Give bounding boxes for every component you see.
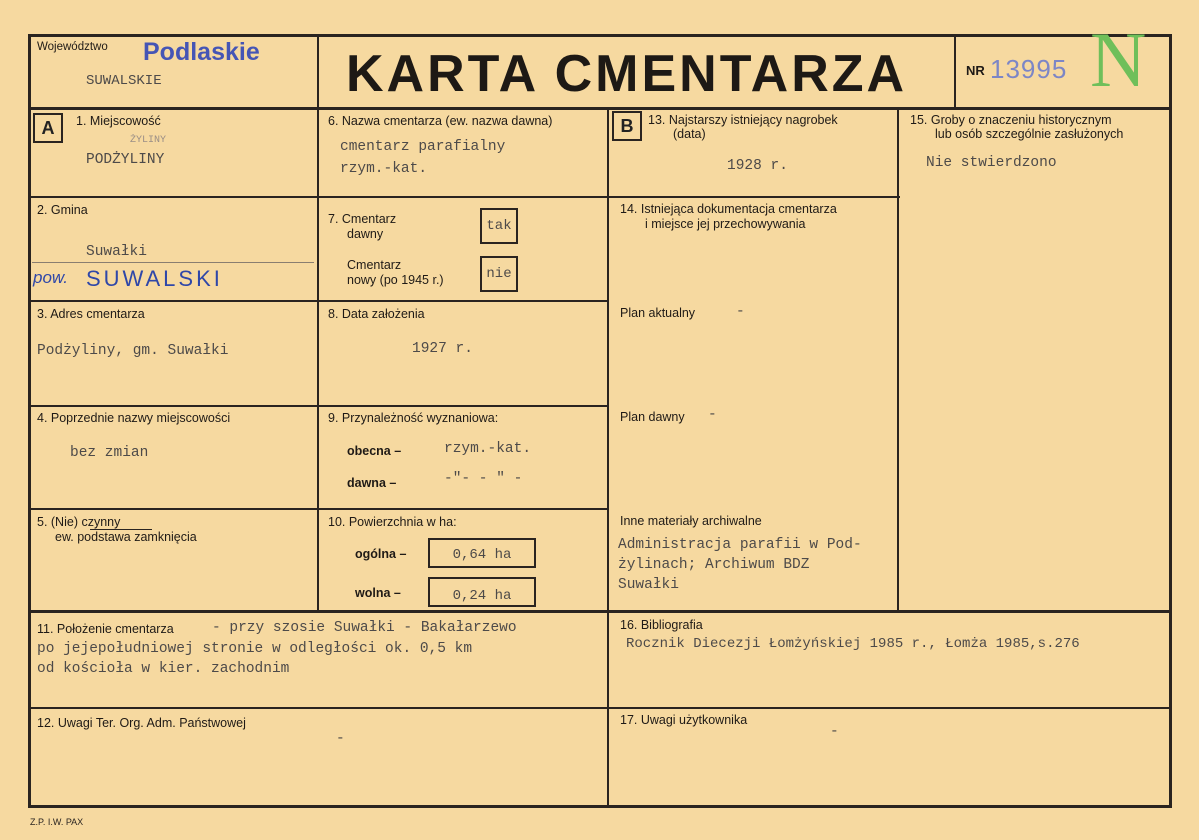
field-10-label: 10. Powierzchnia w ha: (328, 515, 457, 529)
inne-materialy-line-3: Suwałki (618, 577, 679, 593)
field-15-value: Nie stwierdzono (926, 155, 1057, 171)
field-1-note: ŻYLINY (130, 135, 167, 146)
field-13-label: 13. Najstarszy istniejący nagrobek (648, 113, 838, 127)
plan-dawny-label: Plan dawny (620, 410, 685, 424)
field-12-value: - (336, 731, 345, 747)
field-7-nowy-label: Cmentarz (347, 258, 402, 272)
field-3-label: 3. Adres cmentarza (37, 307, 145, 321)
field-1-label: 1. Miejscowość (76, 114, 161, 128)
plan-aktualny-label: Plan aktualny (620, 306, 696, 320)
nr-label: NR (966, 63, 985, 78)
field-10-wolna-value: 0,24 ha (428, 577, 536, 607)
field-16-label: 16. Bibliografia (620, 618, 703, 632)
page-title: KARTA CMENTARZA (346, 45, 908, 103)
field-17-label: 17. Uwagi użytkownika (620, 713, 748, 727)
field-12-label: 12. Uwagi Ter. Org. Adm. Państwowej (37, 716, 246, 730)
field-2-value: Suwałki (86, 244, 147, 260)
field-8-value: 1927 r. (412, 341, 473, 357)
field-2-pow-prefix: pow. (33, 268, 68, 287)
field-2-label: 2. Gmina (37, 203, 88, 217)
section-b-letter: B (612, 111, 642, 141)
border-left (28, 34, 31, 808)
field-2-pow-value: SUWALSKI (86, 266, 223, 291)
printer-imprint: Z.P. I.W. PAX (30, 817, 84, 827)
field-7-dawny-label: 7. Cmentarz (328, 212, 397, 226)
corner-mark: N (1090, 16, 1147, 103)
inne-materialy-label: Inne materiały archiwalne (620, 514, 762, 528)
border-top (28, 34, 1172, 37)
field-7-nowy-label-2: nowy (po 1945 r.) (347, 273, 444, 287)
section-a-letter: A (33, 113, 63, 143)
field-9-dawna-label: dawna – (347, 476, 397, 490)
nr-value: 13995 (990, 54, 1068, 84)
field-5-label: 5. (Nie) czynny (37, 515, 121, 529)
field-14-label-2: i miejsce jej przechowywania (645, 217, 806, 231)
plan-aktualny-value: - (736, 304, 745, 320)
field-4-value: bez zmian (70, 445, 149, 461)
field-9-obecna-value: rzym.-kat. (444, 441, 532, 457)
field-4-label: 4. Poprzednie nazwy miejscowości (37, 411, 231, 425)
field-14-label: 14. Istniejąca dokumentacja cmentarza (620, 202, 837, 216)
field-8-label: 8. Data założenia (328, 307, 425, 321)
field-13-value: 1928 r. (727, 158, 788, 174)
field-15-label: 15. Groby o znaczeniu historycznym (910, 113, 1112, 127)
field-7-dawny-value: tak (480, 208, 518, 244)
field-10-ogolna-value: 0,64 ha (428, 538, 536, 568)
field-10-ogolna-label: ogólna – (355, 547, 407, 561)
field-11-line-3: od kościoła w kier. zachodnim (37, 661, 290, 677)
field-1-value: PODŻYLINY (86, 152, 165, 168)
wojewodztwo-label: Województwo (37, 41, 108, 53)
field-7-dawny-label-2: dawny (347, 227, 384, 241)
inne-materialy-line-2: żylinach; Archiwum BDZ (618, 557, 810, 573)
plan-dawny-value: - (708, 407, 717, 423)
field-3-value: Podżyliny, gm. Suwałki (37, 343, 229, 359)
field-17-value: - (830, 724, 839, 740)
border-bottom (28, 805, 1172, 808)
inne-materialy-line-1: Administracja parafii w Pod- (618, 537, 862, 553)
field-16-value: Rocznik Diecezji Łomżyńskiej 1985 r., Łomża 1985,s.276 (626, 636, 1080, 652)
field-11-label: 11. Położenie cmentarza (37, 622, 174, 636)
field-10-wolna-label: wolna – (355, 586, 401, 600)
border-right (1169, 34, 1172, 808)
field-9-label: 9. Przynależność wyznaniowa: (328, 411, 499, 425)
wojewodztwo-value: SUWALSKIE (86, 73, 162, 89)
field-11-line-2: po jejepołudniowej stronie w odległości ok. 0,5 km (37, 641, 473, 657)
field-6-label: 6. Nazwa cmentarza (ew. nazwa dawna) (328, 114, 553, 128)
field-15-label-2: lub osób szczególnie zasłużonych (935, 127, 1124, 141)
field-5-label-2: ew. podstawa zamknięcia (55, 530, 197, 544)
field-6-value-1: cmentarz parafialny (340, 139, 506, 155)
field-9-dawna-value: -"- - " - (444, 471, 523, 487)
field-9-obecna-label: obecna – (347, 444, 402, 458)
field-6-value-2: rzym.-kat. (340, 161, 428, 177)
header-divider (28, 107, 1172, 110)
field-11-line-1: - przy szosie Suwałki - Bakałarzewo (212, 620, 517, 636)
wojewodztwo-stamp: Podlaskie (143, 38, 260, 66)
field-7-nowy-value: nie (480, 256, 518, 292)
field-13-label-2: (data) (673, 127, 706, 141)
